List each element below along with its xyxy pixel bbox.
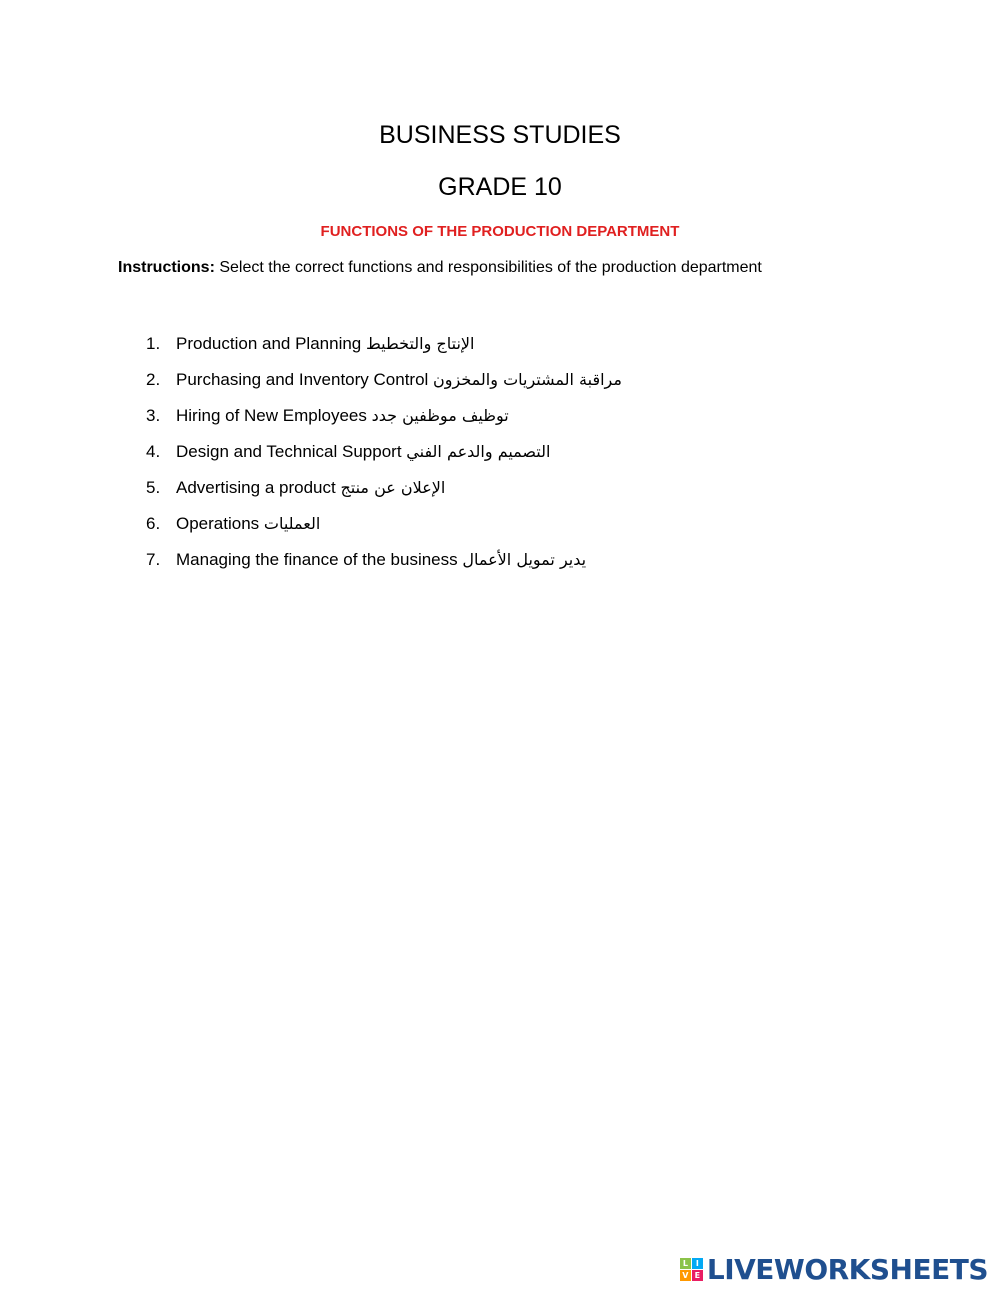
liveworksheets-icon bbox=[680, 1258, 703, 1281]
option-arabic: مراقبة المشتريات والمخزون bbox=[433, 370, 622, 389]
option-item[interactable] bbox=[146, 331, 622, 367]
brand-name: LIVEWORKSHEETS bbox=[706, 1252, 988, 1286]
option-number: 7. bbox=[146, 550, 161, 569]
option-number: 2. bbox=[146, 370, 161, 389]
instructions-text: Select the correct functions and responsibilities of the production department bbox=[219, 259, 762, 276]
logo-letter: I bbox=[692, 1258, 703, 1269]
instructions bbox=[118, 259, 762, 277]
logo-letter: E bbox=[692, 1270, 703, 1281]
option-item[interactable] bbox=[146, 367, 622, 403]
option-number: 5. bbox=[146, 478, 161, 497]
option-item[interactable] bbox=[146, 511, 622, 547]
option-arabic: الإعلان عن منتج bbox=[340, 478, 446, 497]
options-list bbox=[146, 331, 622, 583]
option-arabic: يدير تمويل الأعمال bbox=[462, 550, 587, 569]
option-item[interactable] bbox=[146, 475, 622, 511]
option-number: 4. bbox=[146, 442, 161, 461]
liveworksheets-logo[interactable] bbox=[680, 1252, 988, 1286]
option-number: 1. bbox=[146, 334, 161, 353]
option-item[interactable] bbox=[146, 547, 622, 583]
option-arabic: التصميم والدعم الفني bbox=[406, 442, 551, 461]
option-english: Advertising a product bbox=[176, 478, 336, 497]
worksheet-subtitle: FUNCTIONS OF THE PRODUCTION DEPARTMENT bbox=[320, 223, 680, 240]
option-item[interactable] bbox=[146, 439, 622, 475]
option-english: Operations bbox=[176, 514, 260, 533]
option-arabic: توظيف موظفين جدد bbox=[371, 406, 509, 425]
logo-letter: V bbox=[680, 1270, 691, 1281]
option-number: 6. bbox=[146, 514, 161, 533]
worksheet-title: BUSINESS STUDIES bbox=[379, 121, 621, 149]
option-item[interactable] bbox=[146, 403, 622, 439]
option-english: Production and Planning bbox=[176, 334, 362, 353]
option-english: Purchasing and Inventory Control bbox=[176, 370, 429, 389]
option-english: Design and Technical Support bbox=[176, 442, 402, 461]
instructions-label: Instructions: bbox=[118, 259, 215, 276]
option-arabic: الإنتاج والتخطيط bbox=[365, 334, 475, 353]
option-number: 3. bbox=[146, 406, 161, 425]
grade-title: GRADE 10 bbox=[438, 173, 562, 201]
option-arabic: العمليات bbox=[263, 514, 321, 533]
logo-letter: L bbox=[680, 1258, 691, 1269]
option-english: Managing the finance of the business bbox=[176, 550, 458, 569]
option-english: Hiring of New Employees bbox=[176, 406, 367, 425]
